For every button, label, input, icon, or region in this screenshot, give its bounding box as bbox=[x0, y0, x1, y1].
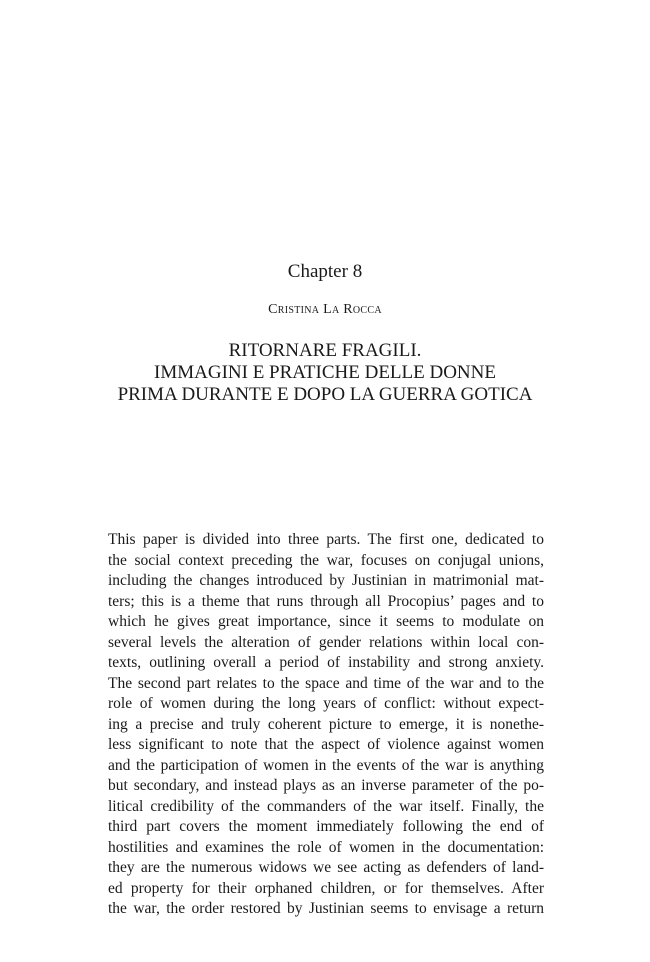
chapter-author: Cristina La Rocca bbox=[268, 302, 382, 317]
abstract-line: texts, outlining overall a period of instability and strong anxiety. bbox=[108, 654, 544, 671]
abstract-line: ters; this is a theme that runs through all Procopius’ pages and to bbox=[108, 592, 544, 610]
chapter-abstract bbox=[108, 530, 544, 920]
abstract-line: litical credibility of the commanders of the war itself. Finally, the bbox=[108, 797, 544, 815]
abstract-line: hostilities and examines the role of women in the documentation: bbox=[108, 838, 544, 856]
abstract-line: which he gives great importance, since it seems to modulate on bbox=[108, 613, 544, 630]
abstract-line: but secondary, and instead plays as an inverse parameter of the po- bbox=[108, 777, 544, 794]
abstract-line: they are the numerous widows we see acting as defenders of land- bbox=[108, 859, 544, 876]
abstract-line: and the participation of women in the events of the war is anything bbox=[108, 756, 544, 774]
chapter-number: Chapter 8 bbox=[287, 261, 363, 282]
abstract-line: the war, the order restored by Justinian seems to envisage a return bbox=[108, 900, 544, 917]
abstract-line: the social context preceding the war, focuses on conjugal unions, bbox=[108, 551, 544, 569]
chapter-title-line: RITORNARE FRAGILI. bbox=[228, 340, 422, 361]
abstract-line: ed property for their orphaned children, or for themselves. After bbox=[108, 879, 544, 897]
abstract-line: including the changes introduced by Justinian in matrimonial mat- bbox=[108, 572, 544, 589]
abstract-line: less significant to note that the aspect of violence against women bbox=[108, 736, 544, 753]
abstract-line: third part covers the moment immediately following the end of bbox=[108, 818, 544, 835]
abstract-line: ing a precise and truly coherent picture to emerge, it is nonethe- bbox=[108, 715, 544, 733]
abstract-line: The second part relates to the space and time of the war and to the bbox=[108, 674, 544, 692]
abstract-line: role of women during the long years of conflict: without expect- bbox=[108, 695, 544, 712]
chapter-title bbox=[60, 340, 590, 406]
chapter-title-line: PRIMA DURANTE E DOPO LA GUERRA GOTICA bbox=[117, 384, 533, 405]
chapter-title-line: IMMAGINI E PRATICHE DELLE DONNE bbox=[154, 362, 496, 383]
abstract-line: several levels the alteration of gender relations within local con- bbox=[108, 633, 544, 651]
abstract-line: This paper is divided into three parts. The first one, dedicated to bbox=[108, 531, 544, 548]
